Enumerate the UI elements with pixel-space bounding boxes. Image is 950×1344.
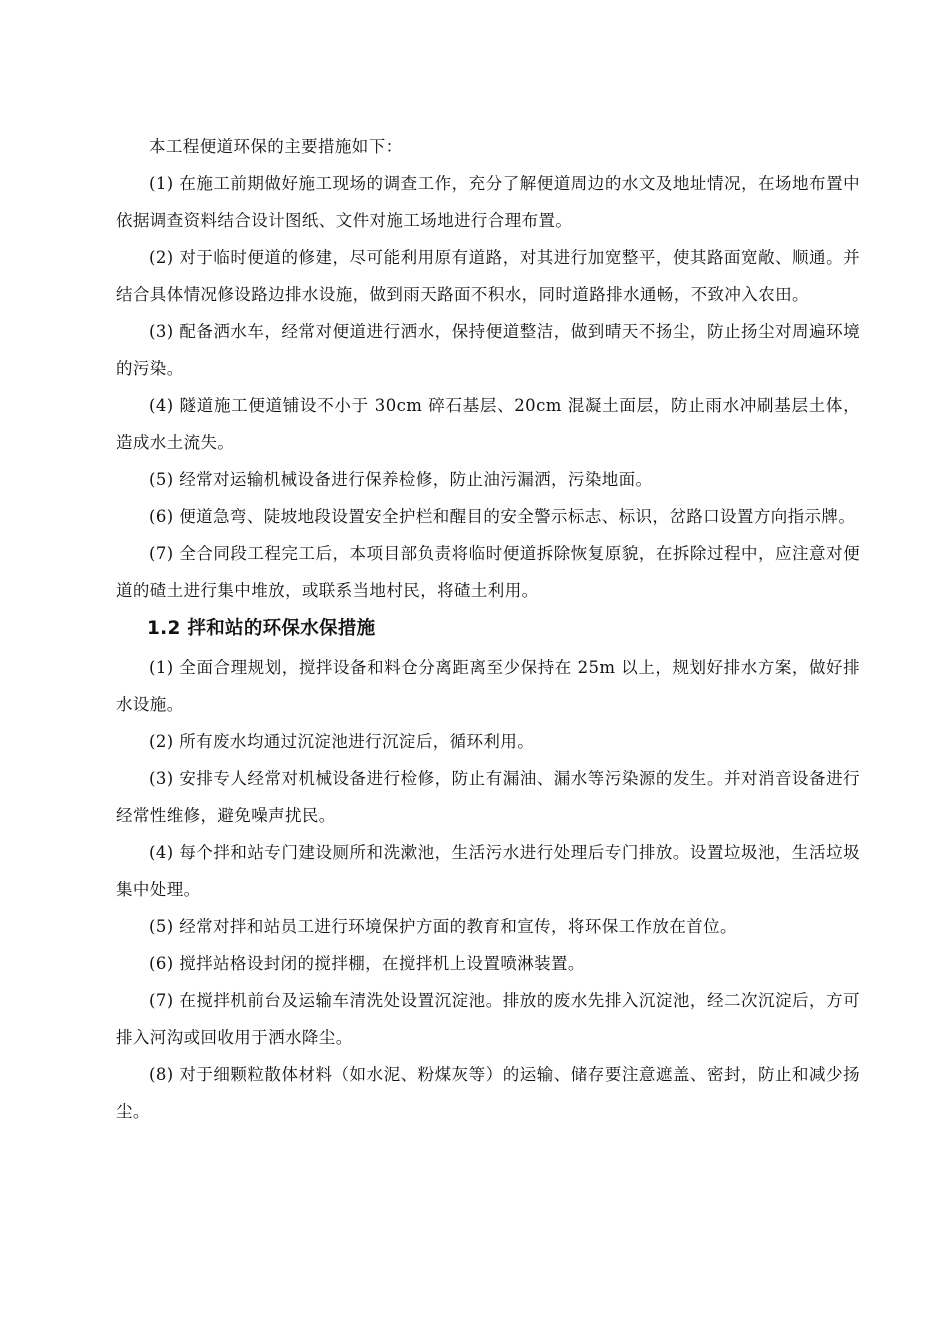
section2-item-2: (2) 所有废水均通过沉淀池进行沉淀后，循环利用。	[149, 732, 535, 751]
section1-item-5: (5) 经常对运输机械设备进行保养检修，防止油污漏洒，污染地面。	[149, 470, 653, 489]
section2-item-6: (6) 搅拌站格设封闭的搅拌棚，在搅拌机上设置喷淋装置。	[149, 954, 585, 973]
section1-item-7: (7) 全合同段工程完工后，本项目部负责将临时便道拆除恢复原貌，在拆除过程中，应注意对便道的碴土进行集中堆放，或联系当地村民，将碴土利用。	[116, 544, 860, 600]
section1-item-6: (6) 便道急弯、陡坡地段设置安全护栏和醒目的安全警示标志、标识，岔路口设置方向指示牌。	[149, 507, 856, 526]
section2-item-5: (5) 经常对拌和站员工进行环境保护方面的教育和宣传，将环保工作放在首位。	[149, 917, 737, 936]
section-heading: 1.2 拌和站的环保水保措施	[147, 618, 376, 639]
section1-item-4: (4) 隧道施工便道铺设不小于 30cm 碎石基层、20cm 混凝土面层，防止雨水冲刷基层土体，造成水土流失。	[116, 396, 860, 452]
section2-item-4: (4) 每个拌和站专门建设厕所和洗漱池，生活污水进行处理后专门排放。设置垃圾池，生活垃圾集中处理。	[116, 843, 860, 899]
document-body	[116, 128, 860, 1130]
section1-item-1: (1) 在施工前期做好施工现场的调查工作，充分了解便道周边的水文及地址情况，在场地布置中依据调查资料结合设计图纸、文件对施工场地进行合理布置。	[116, 174, 860, 230]
section1-item-2: (2) 对于临时便道的修建，尽可能利用原有道路，对其进行加宽整平，使其路面宽敞、顺通。并结合具体情况修设路边排水设施，做到雨天路面不积水，同时道路排水通畅，不致冲入农田。	[116, 248, 860, 304]
intro-paragraph: 本工程便道环保的主要措施如下：	[149, 137, 403, 156]
section2-item-8: (8) 对于细颗粒散体材料（如水泥、粉煤灰等）的运输、储存要注意遮盖、密封，防止和减少扬尘。	[116, 1065, 860, 1121]
section2-item-1: (1) 全面合理规划，搅拌设备和料仓分离距离至少保持在 25m 以上，规划好排水方案，做好排水设施。	[116, 658, 860, 714]
section2-item-3: (3) 安排专人经常对机械设备进行检修，防止有漏油、漏水等污染源的发生。并对消音设备进行经常性维修，避免噪声扰民。	[116, 769, 860, 825]
section1-item-3: (3) 配备洒水车，经常对便道进行洒水，保持便道整洁，做到晴天不扬尘，防止扬尘对周遍环境的污染。	[116, 322, 860, 378]
section2-item-7: (7) 在搅拌机前台及运输车清洗处设置沉淀池。排放的废水先排入沉淀池，经二次沉淀后，方可排入河沟或回收用于洒水降尘。	[116, 991, 860, 1047]
